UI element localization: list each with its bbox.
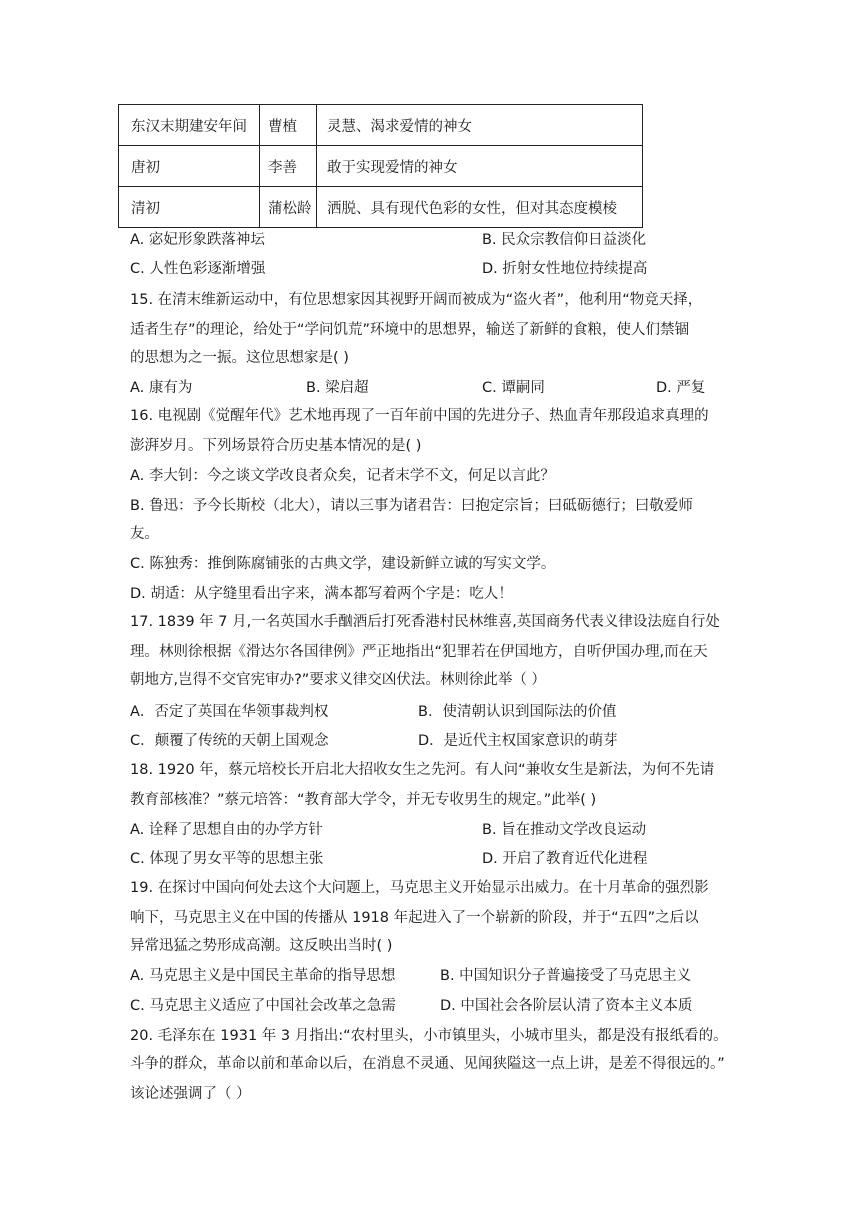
table-cell-image: 敢于实现爱情的神女 (317, 146, 643, 187)
table-row (119, 105, 643, 146)
q14-option-c[interactable]: C. 人性色彩逐渐增强 (130, 261, 266, 277)
q18-option-b[interactable]: B. 旨在推动文学改良运动 (482, 822, 647, 838)
q15-stem-line: 的思想为之一振。这位思想家是( ) (130, 350, 349, 366)
q15-option-b[interactable]: B. 梁启超 (306, 380, 369, 396)
q19-option-a[interactable]: A. 马克思主义是中国民主革命的指导思想 (130, 968, 396, 984)
q18-stem-line: 教育部核准？”蔡元培答：“教育部大学令，并无专收男生的规定。”此举( ) (130, 792, 597, 808)
q20-stem-line: 该论述强调了（ ） (130, 1086, 251, 1102)
table-cell-author: 李善 (260, 146, 317, 187)
q19-option-d[interactable]: D. 中国社会各阶层认清了资本主义本质 (440, 998, 693, 1014)
q19-option-b[interactable]: B. 中国知识分子普遍接受了马克思主义 (440, 968, 692, 984)
table-row (119, 187, 643, 228)
q14-option-a[interactable]: A. 宓妃形象跌落神坛 (130, 232, 265, 248)
q17-stem-line: 17. 1839 年 7 月,一名英国水手酗酒后打死香港村民林维喜,英国商务代表义律设法庭自行处 (130, 614, 720, 630)
q19-stem-line: 响下，马克思主义在中国的传播从 1918 年起进入了一个崭新的阶段，并于“五四”之后以 (130, 910, 699, 926)
q17-option-b[interactable]: B．使清朝认识到国际法的价值 (418, 704, 617, 720)
q15-stem-line: 15. 在清末维新运动中，有位思想家因其视野开阔而被成为“盗火者”，他利用“物竞天择， (130, 292, 703, 308)
q14-option-d[interactable]: D. 折射女性地位持续提高 (482, 261, 648, 277)
q18-stem-line: 18. 1920 年，蔡元培校长开启北大招收女生之先河。有人问“兼收女生是新法，为何不先请 (130, 762, 715, 778)
q18-option-d[interactable]: D. 开启了教育近代化进程 (482, 851, 648, 867)
table-cell-period: 东汉末期建安年间 (119, 105, 260, 146)
table-cell-image: 洒脱、具有现代色彩的女性，但对其态度模棱 (317, 187, 643, 228)
table-cell-author: 曹植 (260, 105, 317, 146)
q14-option-b[interactable]: B. 民众宗教信仰日益淡化 (482, 232, 647, 248)
table-row (119, 146, 643, 187)
q18-option-c[interactable]: C. 体现了男女平等的思想主张 (130, 851, 324, 867)
q19-option-c[interactable]: C. 马克思主义适应了中国社会改革之急需 (130, 998, 396, 1014)
q15-option-c[interactable]: C. 谭嗣同 (482, 380, 545, 396)
table-cell-author: 蒲松龄 (260, 187, 317, 228)
table-cell-image: 灵慧、渴求爱情的神女 (317, 105, 643, 146)
q15-option-d[interactable]: D. 严复 (656, 380, 706, 396)
q16-option-d[interactable]: D. 胡适：从字缝里看出字来，满本都写着两个字是：吃人！ (130, 586, 513, 602)
q15-stem-line: 适者生存”的理论，给处于“学问饥荒”环境中的思想界，输送了新鲜的食粮，使人们禁锢 (130, 322, 690, 338)
q17-option-a[interactable]: A．否定了英国在华领事裁判权 (130, 704, 329, 720)
q16-option-c[interactable]: C. 陈独秀：推倒陈腐铺张的古典文学，建设新鲜立诚的写实文学。 (130, 556, 556, 572)
q16-stem-line: 澎湃岁月。下列场景符合历史基本情况的是( ) (130, 438, 422, 454)
q17-option-c[interactable]: C．颠覆了传统的天朝上国观念 (130, 733, 329, 749)
q17-stem-line: 朝地方,岂得不交官宪审办?”要求义律交凶伏法。林则徐此举（ ） (130, 672, 546, 688)
q16-stem-line: 16. 电视剧《觉醒年代》艺术地再现了一百年前中国的先进分子、热血青年那段追求真理的 (130, 408, 709, 424)
figure-comparison-table (118, 104, 643, 228)
table-cell-period: 唐初 (119, 146, 260, 187)
q17-option-d[interactable]: D．是近代主权国家意识的萌芽 (418, 733, 618, 749)
q20-stem-line: 20. 毛泽东在 1931 年 3 月指出:“农村里头，小市镇里头，小城市里头，都是没有报纸看的。 (130, 1028, 728, 1044)
q18-option-a[interactable]: A. 诠释了思想自由的办学方针 (130, 822, 323, 838)
q16-option-a[interactable]: A. 李大钊：今之谈文学改良者众矣，记者末学不文，何足以言此？ (130, 468, 555, 484)
q17-stem-line: 理。林则徐根据《滑达尔各国律例》严正地指出“犯罪若在伊国地方，自听伊国办理,而在天 (130, 644, 708, 660)
q15-option-a[interactable]: A. 康有为 (130, 380, 193, 396)
q20-stem-line: 斗争的群众，革命以前和革命以后，在消息不灵通、见闻狭隘这一点上讲，是差不得很远的。” (130, 1056, 725, 1072)
table-cell-period: 清初 (119, 187, 260, 228)
q19-stem-line: 异常迅猛之势形成高潮。这反映出当时( ) (130, 938, 393, 954)
q16-option-b[interactable]: B. 鲁迅：予今长斯校（北大），请以三事为诸君告：曰抱定宗旨；曰砥砺德行；曰敬爱师 (130, 498, 693, 514)
q19-stem-line: 19. 在探讨中国向何处去这个大问题上，马克思主义开始显示出威力。在十月革命的强烈影 (130, 880, 709, 896)
q16-option-b-cont: 友。 (130, 526, 159, 542)
